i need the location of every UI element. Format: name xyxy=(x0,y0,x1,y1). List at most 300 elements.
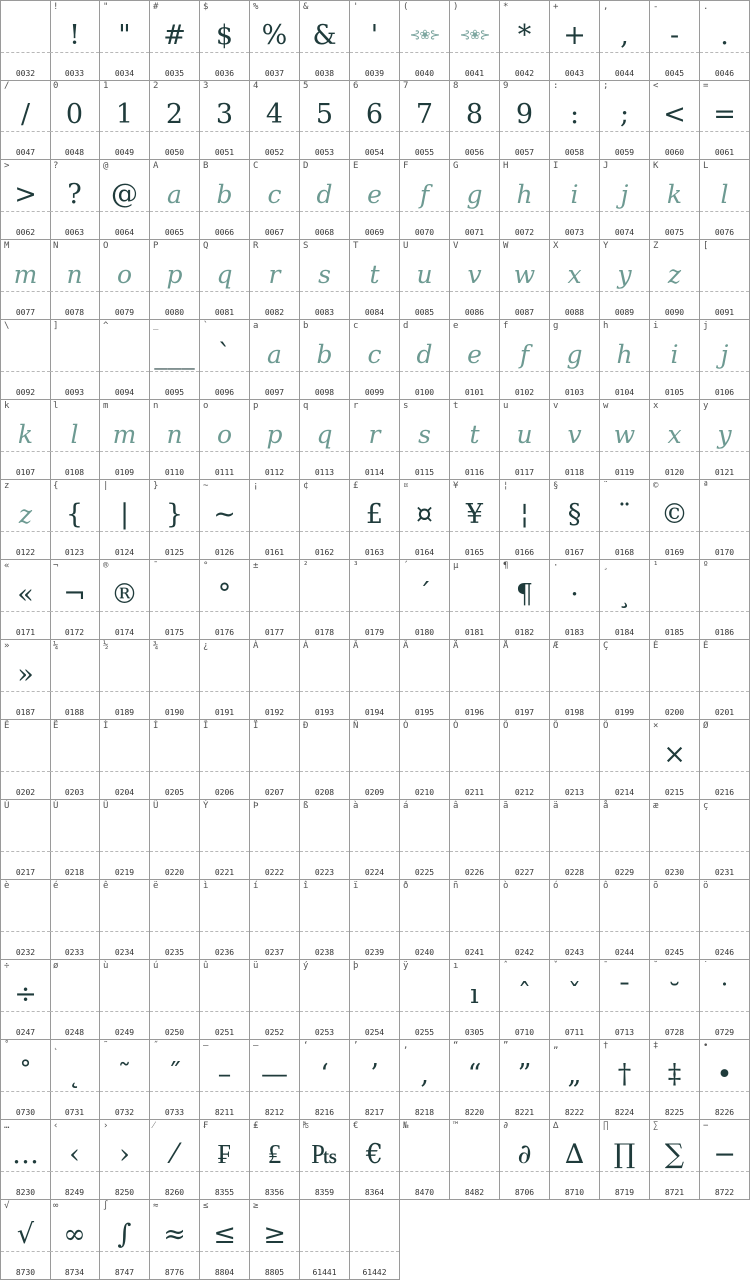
reference-char: Û xyxy=(103,801,109,811)
char-code: 0166 xyxy=(514,548,535,557)
glyph-sample xyxy=(1,812,50,858)
glyph-cell-0255 xyxy=(400,960,450,1040)
glyph-sample: © xyxy=(661,499,688,530)
reference-char: B xyxy=(203,161,209,171)
glyph-cell-0060 xyxy=(650,80,700,160)
glyph-cell-0070 xyxy=(400,160,450,240)
glyph-cell-0035 xyxy=(150,0,200,81)
glyph-sample: a xyxy=(267,340,282,369)
reference-char: Ò xyxy=(403,721,409,731)
glyph-cell-0171 xyxy=(0,560,51,640)
glyph-cell-0072 xyxy=(500,160,550,240)
reference-char: ÿ xyxy=(403,961,409,971)
reference-char: ¢ xyxy=(303,481,309,491)
char-code: 0055 xyxy=(414,148,435,157)
reference-char: ñ xyxy=(453,881,459,891)
glyph-cell-0098 xyxy=(300,320,350,400)
glyph-sample: i xyxy=(670,340,679,369)
glyph-sample: u xyxy=(416,260,433,289)
glyph-cell-0076 xyxy=(700,160,750,240)
glyph-cell-0088 xyxy=(550,240,600,320)
glyph-cell-0228 xyxy=(550,800,600,880)
char-code: 0089 xyxy=(614,308,635,317)
glyph-sample: h xyxy=(616,340,633,369)
char-code: 0124 xyxy=(114,548,135,557)
char-code: 0117 xyxy=(514,468,535,477)
glyph-cell-0068 xyxy=(300,160,350,240)
glyph-cell-0212 xyxy=(500,720,550,800)
char-code: 8211 xyxy=(214,1108,235,1117)
glyph-sample: ˆ xyxy=(517,979,532,1010)
reference-char: 7 xyxy=(403,81,409,91)
reference-char: − xyxy=(703,1121,709,1131)
glyph-sample xyxy=(450,812,499,858)
glyph-sample xyxy=(250,732,299,778)
glyph-cell-0038 xyxy=(300,0,350,81)
char-code: 0164 xyxy=(414,548,435,557)
char-code: 0244 xyxy=(614,948,635,957)
reference-char: s xyxy=(403,401,409,411)
glyph-cell-0196 xyxy=(450,640,500,720)
reference-char: Ô xyxy=(503,721,509,731)
glyph-sample: ___ xyxy=(154,339,195,370)
glyph-cell-8216 xyxy=(300,1040,350,1120)
reference-char: £ xyxy=(353,481,359,491)
glyph-sample: 2 xyxy=(165,99,184,130)
char-code: 0118 xyxy=(564,468,585,477)
glyph-cell-0112 xyxy=(250,400,300,480)
glyph-sample: p xyxy=(166,260,183,289)
glyph-cell-0032 xyxy=(0,0,51,81)
reference-char: 4 xyxy=(253,81,259,91)
glyph-sample xyxy=(400,732,449,778)
reference-char: ₧ xyxy=(303,1121,309,1131)
glyph-sample: … xyxy=(12,1139,39,1170)
reference-char: Ü xyxy=(153,801,159,811)
reference-char: ® xyxy=(103,561,109,571)
reference-char: | xyxy=(103,481,109,491)
glyph-sample xyxy=(600,812,649,858)
glyph-sample xyxy=(550,892,599,938)
char-code: 0115 xyxy=(414,468,435,477)
char-code: 0189 xyxy=(114,708,135,717)
char-code: 0056 xyxy=(464,148,485,157)
char-code: 0091 xyxy=(714,308,735,317)
glyph-sample xyxy=(350,812,399,858)
reference-char: & xyxy=(303,2,309,12)
glyph-cell-0220 xyxy=(150,800,200,880)
glyph-sample: ⊰❀⊱ xyxy=(409,28,440,43)
reference-char: ~ xyxy=(203,481,209,491)
glyph-sample: 9 xyxy=(515,99,534,130)
glyph-sample xyxy=(200,972,249,1018)
reference-char: ” xyxy=(503,1041,509,1051)
glyph-cell-0107 xyxy=(0,400,51,480)
reference-char: A xyxy=(153,161,159,171)
glyph-cell-0214 xyxy=(600,720,650,800)
reference-char: Ð xyxy=(303,721,309,731)
glyph-sample: c xyxy=(267,180,282,209)
char-code: 8221 xyxy=(514,1108,535,1117)
glyph-sample xyxy=(50,812,99,858)
glyph-sample: ₤ xyxy=(267,1139,282,1170)
glyph-cell-0120 xyxy=(650,400,700,480)
glyph-sample: s xyxy=(418,420,431,449)
char-code: 0081 xyxy=(214,308,235,317)
char-code: 0072 xyxy=(514,228,535,237)
reference-char: x xyxy=(653,401,659,411)
reference-char: Æ xyxy=(553,641,559,651)
glyph-sample: ! xyxy=(69,20,80,51)
char-code: 0202 xyxy=(15,788,36,797)
char-code: 0710 xyxy=(514,1028,535,1037)
char-code: 8359 xyxy=(314,1188,335,1197)
glyph-sample xyxy=(550,732,599,778)
reference-char: L xyxy=(703,161,709,171)
glyph-sample xyxy=(500,652,549,698)
glyph-cell-0729 xyxy=(700,960,750,1040)
char-code: 0062 xyxy=(15,228,36,237)
char-code: 0085 xyxy=(414,308,435,317)
char-code: 0121 xyxy=(714,468,735,477)
char-code: 0223 xyxy=(314,868,335,877)
reference-char: + xyxy=(553,2,559,12)
glyph-cell-8721 xyxy=(650,1120,700,1200)
glyph-cell-0711 xyxy=(550,960,600,1040)
glyph-cell-0075 xyxy=(650,160,700,240)
reference-char: 5 xyxy=(303,81,309,91)
glyph-sample xyxy=(100,972,149,1018)
glyph-sample xyxy=(600,732,649,778)
reference-char: ( xyxy=(403,2,409,12)
glyph-cell-0175 xyxy=(150,560,200,640)
glyph-sample: ₣ xyxy=(217,1139,232,1170)
char-code: 0191 xyxy=(214,708,235,717)
glyph-cell-0211 xyxy=(450,720,500,800)
glyph-sample xyxy=(150,652,199,698)
glyph-sample xyxy=(50,892,99,938)
glyph-cell-0114 xyxy=(350,400,400,480)
reference-char: ² xyxy=(303,561,309,571)
char-code: 0119 xyxy=(614,468,635,477)
glyph-sample xyxy=(400,892,449,938)
glyph-cell-0109 xyxy=(100,400,150,480)
char-code: 0087 xyxy=(514,308,535,317)
char-code: 8217 xyxy=(364,1108,385,1117)
reference-char: ≥ xyxy=(253,1201,259,1211)
char-code: 0090 xyxy=(664,308,685,317)
char-code: 0248 xyxy=(64,1028,85,1037)
reference-char: v xyxy=(553,401,559,411)
glyph-sample: f xyxy=(419,180,430,209)
glyph-sample: $ xyxy=(215,20,234,51)
char-code: 0077 xyxy=(15,308,36,317)
glyph-sample: < xyxy=(663,99,686,130)
reference-char: ¬ xyxy=(53,561,59,571)
reference-char: Î xyxy=(203,721,209,731)
reference-char: Ë xyxy=(53,721,59,731)
char-code: 0730 xyxy=(15,1108,36,1117)
char-code: 61442 xyxy=(362,1268,387,1277)
char-code: 8470 xyxy=(414,1188,435,1197)
glyph-cell-0043 xyxy=(550,0,600,81)
glyph-cell-8719 xyxy=(600,1120,650,1200)
reference-char: ⁄ xyxy=(153,1121,155,1131)
char-code: 0039 xyxy=(364,69,385,78)
reference-char: â xyxy=(453,801,459,811)
glyph-sample: n xyxy=(166,420,183,449)
char-code: 0075 xyxy=(664,228,685,237)
glyph-cell-0221 xyxy=(200,800,250,880)
reference-char: ö xyxy=(703,881,709,891)
reference-char: ¶ xyxy=(503,561,509,571)
reference-char: á xyxy=(403,801,409,811)
glyph-sample: 3 xyxy=(215,99,234,130)
char-code: 0207 xyxy=(264,788,285,797)
glyph-sample: l xyxy=(70,420,79,449)
reference-char: l xyxy=(53,401,59,411)
reference-char: § xyxy=(553,481,559,491)
char-code: 0046 xyxy=(714,69,735,78)
reference-char: ˙ xyxy=(703,961,709,971)
glyph-sample: – xyxy=(217,1059,232,1090)
reference-char: ¥ xyxy=(453,481,459,491)
char-code: 0241 xyxy=(464,948,485,957)
glyph-sample xyxy=(1,332,50,378)
char-code: 0239 xyxy=(364,948,385,957)
char-code: 0221 xyxy=(214,868,235,877)
glyph-sample xyxy=(600,652,649,698)
reference-char: ° xyxy=(203,561,209,571)
reference-char: ý xyxy=(303,961,309,971)
char-code: 8224 xyxy=(614,1108,635,1117)
glyph-cell-0237 xyxy=(250,880,300,960)
glyph-sample xyxy=(700,892,749,938)
char-code: 0732 xyxy=(114,1108,135,1117)
char-code: 0100 xyxy=(414,388,435,397)
glyph-sample xyxy=(150,892,199,938)
glyph-sample xyxy=(100,732,149,778)
glyph-sample xyxy=(300,652,349,698)
reference-char: • xyxy=(703,1041,709,1051)
glyph-sample xyxy=(200,892,249,938)
glyph-sample: ÷ xyxy=(14,979,37,1010)
glyph-cell-0064 xyxy=(100,160,150,240)
glyph-cell-0710 xyxy=(500,960,550,1040)
char-code: 0184 xyxy=(614,628,635,637)
char-code: 0247 xyxy=(15,1028,36,1037)
glyph-cell-0223 xyxy=(300,800,350,880)
glyph-sample: { xyxy=(65,499,84,530)
char-code: 8804 xyxy=(214,1268,235,1277)
glyph-sample xyxy=(450,1132,499,1178)
char-code: 8734 xyxy=(64,1268,85,1277)
reference-char: * xyxy=(503,2,509,12)
reference-char: X xyxy=(553,241,559,251)
char-code: 0162 xyxy=(314,548,335,557)
reference-char: { xyxy=(53,481,59,491)
reference-char: 2 xyxy=(153,81,159,91)
reference-char: U xyxy=(403,241,409,251)
reference-char: ‡ xyxy=(653,1041,659,1051)
reference-char: Ø xyxy=(703,721,709,731)
char-code: 0185 xyxy=(664,628,685,637)
glyph-sample xyxy=(500,732,549,778)
glyph-sample: § xyxy=(567,499,582,530)
reference-char: Y xyxy=(603,241,609,251)
glyph-sample: w xyxy=(513,260,536,289)
reference-char: h xyxy=(603,321,609,331)
glyph-cell-0174 xyxy=(100,560,150,640)
glyph-cell-0050 xyxy=(150,80,200,160)
glyph-sample xyxy=(650,892,699,938)
reference-char: › xyxy=(103,1121,109,1131)
char-code: 0729 xyxy=(714,1028,735,1037)
glyph-cell-0187 xyxy=(0,640,51,720)
reference-char: ± xyxy=(253,561,259,571)
glyph-cell-0733 xyxy=(150,1040,200,1120)
char-code: 0243 xyxy=(564,948,585,957)
glyph-cell-0073 xyxy=(550,160,600,240)
reference-char: í xyxy=(253,881,259,891)
glyph-cell-0099 xyxy=(350,320,400,400)
reference-char: – xyxy=(203,1041,209,1051)
char-code: 0105 xyxy=(664,388,685,397)
glyph-cell-0178 xyxy=(300,560,350,640)
reference-char: × xyxy=(653,721,659,731)
char-code: 0109 xyxy=(114,468,135,477)
reference-char: F xyxy=(403,161,409,171)
glyph-cell-8218 xyxy=(400,1040,450,1120)
glyph-cell-0093 xyxy=(50,320,100,400)
glyph-cell-0054 xyxy=(350,80,400,160)
reference-char: № xyxy=(403,1121,409,1131)
glyph-sample xyxy=(250,892,299,938)
char-code: 0231 xyxy=(714,868,735,877)
glyph-sample: = xyxy=(713,99,736,130)
char-code: 0217 xyxy=(15,868,36,877)
glyph-cell-0224 xyxy=(350,800,400,880)
char-code: 8260 xyxy=(164,1188,185,1197)
char-code: 0238 xyxy=(314,948,335,957)
glyph-sample: ≤ xyxy=(213,1219,236,1250)
reference-char: ₣ xyxy=(203,1121,209,1131)
glyph-cell-0170 xyxy=(700,480,750,560)
char-code: 0230 xyxy=(664,868,685,877)
glyph-sample: . xyxy=(720,20,729,51)
glyph-cell-0180 xyxy=(400,560,450,640)
char-code: 0058 xyxy=(564,148,585,157)
char-code: 0197 xyxy=(514,708,535,717)
glyph-sample: ı xyxy=(470,979,479,1010)
char-code: 0050 xyxy=(164,148,185,157)
reference-char: p xyxy=(253,401,259,411)
char-code: 0126 xyxy=(214,548,235,557)
glyph-sample: & xyxy=(312,20,337,51)
reference-char: o xyxy=(203,401,209,411)
char-code: 0052 xyxy=(264,148,285,157)
char-code: 0114 xyxy=(364,468,385,477)
glyph-cell-0084 xyxy=(350,240,400,320)
glyph-cell-0059 xyxy=(600,80,650,160)
char-code: 0125 xyxy=(164,548,185,557)
char-code: 8216 xyxy=(314,1108,335,1117)
glyph-sample xyxy=(250,812,299,858)
glyph-sample: ˝ xyxy=(167,1059,182,1090)
glyph-cell-0181 xyxy=(450,560,500,640)
glyph-sample xyxy=(300,892,349,938)
glyph-cell-0163 xyxy=(350,480,400,560)
glyph-sample: ” xyxy=(517,1059,532,1090)
glyph-sample xyxy=(1,732,50,778)
glyph-sample: q xyxy=(216,260,233,289)
glyph-cell-0057 xyxy=(500,80,550,160)
char-code: 0200 xyxy=(664,708,685,717)
char-code: 0083 xyxy=(314,308,335,317)
glyph-cell-0185 xyxy=(650,560,700,640)
glyph-sample: g xyxy=(466,180,483,209)
reference-char: º xyxy=(703,561,709,571)
reference-char: ı xyxy=(453,961,459,971)
glyph-sample xyxy=(200,812,249,858)
reference-char: ^ xyxy=(103,321,109,331)
reference-char: Ê xyxy=(4,721,10,731)
glyph-sample xyxy=(350,652,399,698)
glyph-sample: ® xyxy=(111,579,138,610)
glyph-cell-0037 xyxy=(250,0,300,81)
reference-char: P xyxy=(153,241,159,251)
char-code: 0733 xyxy=(164,1108,185,1117)
glyph-sample: / xyxy=(20,99,31,130)
glyph-sample: m xyxy=(13,260,38,289)
reference-char: ÷ xyxy=(4,961,10,971)
glyph-cell-0118 xyxy=(550,400,600,480)
glyph-sample: ` xyxy=(217,339,232,370)
char-code: 8721 xyxy=(664,1188,685,1197)
glyph-cell-0049 xyxy=(100,80,150,160)
glyph-cell-0042 xyxy=(500,0,550,81)
reference-char: · xyxy=(553,561,559,571)
reference-char: ó xyxy=(553,881,559,891)
glyph-cell-0094 xyxy=(100,320,150,400)
glyph-sample: b xyxy=(216,180,233,209)
char-code: 0070 xyxy=(414,228,435,237)
glyph-sample: j xyxy=(620,180,629,209)
reference-char: ‹ xyxy=(53,1121,59,1131)
char-code: 0053 xyxy=(314,148,335,157)
glyph-sample: b xyxy=(316,340,333,369)
glyph-cell-8222 xyxy=(550,1040,600,1120)
reference-char: © xyxy=(653,481,659,491)
char-code: 0192 xyxy=(264,708,285,717)
glyph-cell-8734 xyxy=(50,1200,100,1280)
char-code: 0220 xyxy=(164,868,185,877)
char-code: 0049 xyxy=(114,148,135,157)
char-code: 0227 xyxy=(514,868,535,877)
glyph-sample xyxy=(400,652,449,698)
reference-char: y xyxy=(703,401,709,411)
char-code: 8719 xyxy=(614,1188,635,1197)
reference-char: ü xyxy=(253,961,259,971)
glyph-cell-0045 xyxy=(650,0,700,81)
char-code: 0194 xyxy=(364,708,385,717)
glyph-cell-0089 xyxy=(600,240,650,320)
char-code: 0201 xyxy=(714,708,735,717)
glyph-sample: q xyxy=(316,420,333,449)
char-code: 0036 xyxy=(214,69,235,78)
reference-char: ? xyxy=(53,161,59,171)
reference-char: Ç xyxy=(603,641,609,651)
